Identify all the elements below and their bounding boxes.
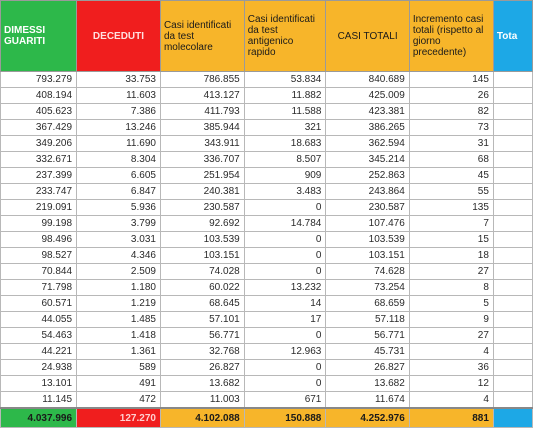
cell-casi-totali[interactable]: 103.151	[326, 248, 409, 264]
cell-deceduti[interactable]: 6.605	[77, 168, 161, 184]
cell-dimessi-guariti[interactable]: 54.463	[1, 328, 77, 344]
table-row	[1, 328, 533, 344]
total-casi-molecolare[interactable]: 4.102.088	[160, 408, 244, 428]
cell-casi-totali[interactable]: 45.731	[326, 344, 409, 360]
cell-totale[interactable]	[493, 200, 532, 216]
cell-totale[interactable]	[493, 360, 532, 376]
cell-deceduti[interactable]: 1.219	[77, 296, 161, 312]
cell-deceduti[interactable]: 1.361	[77, 344, 161, 360]
cell-totale[interactable]	[493, 88, 532, 104]
cell-totale[interactable]	[493, 376, 532, 392]
total-totale[interactable]	[493, 408, 532, 428]
cell-totale[interactable]	[493, 232, 532, 248]
cell-casi-totali[interactable]: 57.118	[326, 312, 409, 328]
cell-casi-totali[interactable]: 423.381	[326, 104, 409, 120]
cell-deceduti[interactable]: 33.753	[77, 72, 161, 88]
table-row	[1, 168, 533, 184]
cell-incremento-casi[interactable]: 82	[409, 104, 493, 120]
header-deceduti[interactable]: DECEDUTI	[77, 1, 161, 72]
cell-casi-totali[interactable]: 243.864	[326, 184, 409, 200]
cell-deceduti[interactable]: 8.304	[77, 152, 161, 168]
cell-incremento-casi[interactable]: 26	[409, 88, 493, 104]
cell-casi-molecolare[interactable]: 60.022	[160, 280, 244, 296]
cell-casi-antigenico[interactable]: 14.784	[244, 216, 326, 232]
cell-incremento-casi[interactable]: 9	[409, 312, 493, 328]
cell-dimessi-guariti[interactable]: 349.206	[1, 136, 77, 152]
cell-casi-molecolare[interactable]: 336.707	[160, 152, 244, 168]
cell-dimessi-guariti[interactable]: 11.145	[1, 392, 77, 409]
cell-casi-antigenico[interactable]: 0	[244, 360, 326, 376]
cell-casi-molecolare[interactable]: 57.101	[160, 312, 244, 328]
table-row	[1, 248, 533, 264]
cell-incremento-casi[interactable]: 18	[409, 248, 493, 264]
cell-deceduti[interactable]: 3.031	[77, 232, 161, 248]
cell-totale[interactable]	[493, 344, 532, 360]
table-row	[1, 232, 533, 248]
cell-casi-molecolare[interactable]: 74.028	[160, 264, 244, 280]
cell-casi-totali[interactable]: 107.476	[326, 216, 409, 232]
cell-casi-totali[interactable]: 252.863	[326, 168, 409, 184]
cell-casi-totali[interactable]: 386.265	[326, 120, 409, 136]
header-incremento-casi[interactable]: Incremento casi totali (rispetto al giorno precedente)	[409, 1, 493, 72]
cell-incremento-casi[interactable]: 27	[409, 264, 493, 280]
cell-incremento-casi[interactable]: 5	[409, 296, 493, 312]
cell-casi-totali[interactable]: 345.214	[326, 152, 409, 168]
cell-casi-antigenico[interactable]: 909	[244, 168, 326, 184]
cell-dimessi-guariti[interactable]: 98.527	[1, 248, 77, 264]
table-body	[1, 72, 533, 428]
cell-incremento-casi[interactable]: 145	[409, 72, 493, 88]
cell-totale[interactable]	[493, 392, 532, 409]
cell-dimessi-guariti[interactable]: 71.798	[1, 280, 77, 296]
cell-incremento-casi[interactable]: 27	[409, 328, 493, 344]
cell-casi-antigenico[interactable]: 0	[244, 264, 326, 280]
cell-casi-totali[interactable]: 840.689	[326, 72, 409, 88]
cell-deceduti[interactable]: 472	[77, 392, 161, 409]
cell-dimessi-guariti[interactable]: 24.938	[1, 360, 77, 376]
cell-casi-molecolare[interactable]: 68.645	[160, 296, 244, 312]
cell-casi-antigenico[interactable]: 13.232	[244, 280, 326, 296]
cell-incremento-casi[interactable]: 4	[409, 392, 493, 409]
header-row	[1, 1, 533, 72]
cell-dimessi-guariti[interactable]: 219.091	[1, 200, 77, 216]
cell-casi-molecolare[interactable]: 413.127	[160, 88, 244, 104]
table-row	[1, 120, 533, 136]
cell-deceduti[interactable]: 589	[77, 360, 161, 376]
cell-casi-molecolare[interactable]: 92.692	[160, 216, 244, 232]
cell-dimessi-guariti[interactable]: 70.844	[1, 264, 77, 280]
cell-casi-molecolare[interactable]: 13.682	[160, 376, 244, 392]
cell-totale[interactable]	[493, 248, 532, 264]
cell-incremento-casi[interactable]: 55	[409, 184, 493, 200]
cell-totale[interactable]	[493, 168, 532, 184]
total-casi-antigenico[interactable]: 150.888	[244, 408, 326, 428]
cell-totale[interactable]	[493, 216, 532, 232]
cell-deceduti[interactable]: 11.690	[77, 136, 161, 152]
cell-casi-totali[interactable]: 73.254	[326, 280, 409, 296]
cell-casi-totali[interactable]: 56.771	[326, 328, 409, 344]
cell-casi-molecolare[interactable]: 103.539	[160, 232, 244, 248]
cell-incremento-casi[interactable]: 12	[409, 376, 493, 392]
cell-deceduti[interactable]: 6.847	[77, 184, 161, 200]
cell-casi-totali[interactable]: 74.628	[326, 264, 409, 280]
cell-dimessi-guariti[interactable]: 405.623	[1, 104, 77, 120]
cell-casi-antigenico[interactable]: 0	[244, 376, 326, 392]
cell-casi-antigenico[interactable]: 321	[244, 120, 326, 136]
cell-casi-molecolare[interactable]: 56.771	[160, 328, 244, 344]
cell-dimessi-guariti[interactable]: 13.101	[1, 376, 77, 392]
cell-casi-antigenico[interactable]: 14	[244, 296, 326, 312]
cell-dimessi-guariti[interactable]: 99.198	[1, 216, 77, 232]
header-totale[interactable]: Tota	[493, 1, 532, 72]
cell-casi-totali[interactable]: 13.682	[326, 376, 409, 392]
cell-casi-antigenico[interactable]: 0	[244, 200, 326, 216]
cell-casi-antigenico[interactable]: 11.882	[244, 88, 326, 104]
cell-casi-antigenico[interactable]: 0	[244, 232, 326, 248]
cell-casi-totali[interactable]: 68.659	[326, 296, 409, 312]
table-row	[1, 392, 533, 409]
totals-row	[1, 408, 533, 428]
cell-casi-molecolare[interactable]: 26.827	[160, 360, 244, 376]
cell-dimessi-guariti[interactable]: 367.429	[1, 120, 77, 136]
cell-totale[interactable]	[493, 312, 532, 328]
table-row	[1, 136, 533, 152]
cell-totale[interactable]	[493, 184, 532, 200]
table-row	[1, 200, 533, 216]
cell-casi-molecolare[interactable]: 385.944	[160, 120, 244, 136]
cell-casi-molecolare[interactable]: 786.855	[160, 72, 244, 88]
cell-casi-molecolare[interactable]: 343.911	[160, 136, 244, 152]
cell-totale[interactable]	[493, 328, 532, 344]
cell-casi-molecolare[interactable]: 251.954	[160, 168, 244, 184]
cell-casi-totali[interactable]: 362.594	[326, 136, 409, 152]
cell-deceduti[interactable]: 5.936	[77, 200, 161, 216]
table-row	[1, 264, 533, 280]
cell-deceduti[interactable]: 4.346	[77, 248, 161, 264]
cell-casi-antigenico[interactable]: 17	[244, 312, 326, 328]
table-row	[1, 296, 533, 312]
cell-incremento-casi[interactable]: 31	[409, 136, 493, 152]
cell-totale[interactable]	[493, 152, 532, 168]
cell-deceduti[interactable]: 13.246	[77, 120, 161, 136]
table-row	[1, 216, 533, 232]
cell-incremento-casi[interactable]: 36	[409, 360, 493, 376]
cell-dimessi-guariti[interactable]: 408.194	[1, 88, 77, 104]
total-incremento-casi[interactable]: 881	[409, 408, 493, 428]
cell-incremento-casi[interactable]: 7	[409, 216, 493, 232]
table-row	[1, 376, 533, 392]
table-row	[1, 360, 533, 376]
cell-incremento-casi[interactable]: 73	[409, 120, 493, 136]
cell-totale[interactable]	[493, 120, 532, 136]
cell-casi-antigenico[interactable]: 53.834	[244, 72, 326, 88]
cell-deceduti[interactable]: 1.418	[77, 328, 161, 344]
table-row	[1, 104, 533, 120]
cell-dimessi-guariti[interactable]: 793.279	[1, 72, 77, 88]
cell-casi-molecolare[interactable]: 103.151	[160, 248, 244, 264]
header-casi-totali[interactable]: CASI TOTALI	[326, 1, 409, 72]
cell-deceduti[interactable]: 1.180	[77, 280, 161, 296]
table-row	[1, 72, 533, 88]
cell-totale[interactable]	[493, 72, 532, 88]
cell-casi-totali[interactable]: 230.587	[326, 200, 409, 216]
cell-incremento-casi[interactable]: 135	[409, 200, 493, 216]
cell-dimessi-guariti[interactable]: 233.747	[1, 184, 77, 200]
cell-deceduti[interactable]: 7.386	[77, 104, 161, 120]
cell-totale[interactable]	[493, 104, 532, 120]
cell-casi-antigenico[interactable]: 12.963	[244, 344, 326, 360]
table-row	[1, 312, 533, 328]
cell-casi-molecolare[interactable]: 32.768	[160, 344, 244, 360]
cell-dimessi-guariti[interactable]: 44.221	[1, 344, 77, 360]
cell-casi-antigenico[interactable]: 3.483	[244, 184, 326, 200]
cell-casi-antigenico[interactable]: 8.507	[244, 152, 326, 168]
cell-casi-totali[interactable]: 26.827	[326, 360, 409, 376]
cell-dimessi-guariti[interactable]: 98.496	[1, 232, 77, 248]
cell-casi-molecolare[interactable]: 11.003	[160, 392, 244, 409]
table-row	[1, 152, 533, 168]
cell-incremento-casi[interactable]: 68	[409, 152, 493, 168]
header-casi-antigenico[interactable]: Casi identificati da test antigenico rapido	[244, 1, 326, 72]
table-row	[1, 184, 533, 200]
cell-dimessi-guariti[interactable]: 237.399	[1, 168, 77, 184]
cell-incremento-casi[interactable]: 8	[409, 280, 493, 296]
cell-casi-molecolare[interactable]: 230.587	[160, 200, 244, 216]
cell-totale[interactable]	[493, 264, 532, 280]
cell-casi-molecolare[interactable]: 411.793	[160, 104, 244, 120]
cell-totale[interactable]	[493, 280, 532, 296]
cell-deceduti[interactable]: 2.509	[77, 264, 161, 280]
cell-casi-antigenico[interactable]: 11.588	[244, 104, 326, 120]
table-row	[1, 344, 533, 360]
cell-casi-antigenico[interactable]: 0	[244, 328, 326, 344]
cell-dimessi-guariti[interactable]: 60.571	[1, 296, 77, 312]
cell-deceduti[interactable]: 491	[77, 376, 161, 392]
total-deceduti[interactable]: 127.270	[77, 408, 161, 428]
cell-totale[interactable]	[493, 136, 532, 152]
cell-casi-antigenico[interactable]: 0	[244, 248, 326, 264]
header-casi-molecolare[interactable]: Casi identificati da test molecolare	[160, 1, 244, 72]
cell-casi-totali[interactable]: 103.539	[326, 232, 409, 248]
header-dimessi-guariti[interactable]: DIMESSI GUARITI	[1, 1, 77, 72]
total-casi-totali[interactable]: 4.252.976	[326, 408, 409, 428]
cell-incremento-casi[interactable]: 15	[409, 232, 493, 248]
cell-dimessi-guariti[interactable]: 332.671	[1, 152, 77, 168]
cell-incremento-casi[interactable]: 45	[409, 168, 493, 184]
table-row	[1, 88, 533, 104]
cell-casi-totali[interactable]: 425.009	[326, 88, 409, 104]
cell-casi-antigenico[interactable]: 671	[244, 392, 326, 409]
cell-casi-totali[interactable]: 11.674	[326, 392, 409, 409]
total-dimessi-guariti[interactable]: 4.037.996	[1, 408, 77, 428]
cell-dimessi-guariti[interactable]: 44.055	[1, 312, 77, 328]
cell-deceduti[interactable]: 3.799	[77, 216, 161, 232]
table-row	[1, 280, 533, 296]
cell-casi-antigenico[interactable]: 18.683	[244, 136, 326, 152]
cell-deceduti[interactable]: 1.485	[77, 312, 161, 328]
cell-totale[interactable]	[493, 296, 532, 312]
cell-deceduti[interactable]: 11.603	[77, 88, 161, 104]
cell-casi-molecolare[interactable]: 240.381	[160, 184, 244, 200]
cell-incremento-casi[interactable]: 4	[409, 344, 493, 360]
